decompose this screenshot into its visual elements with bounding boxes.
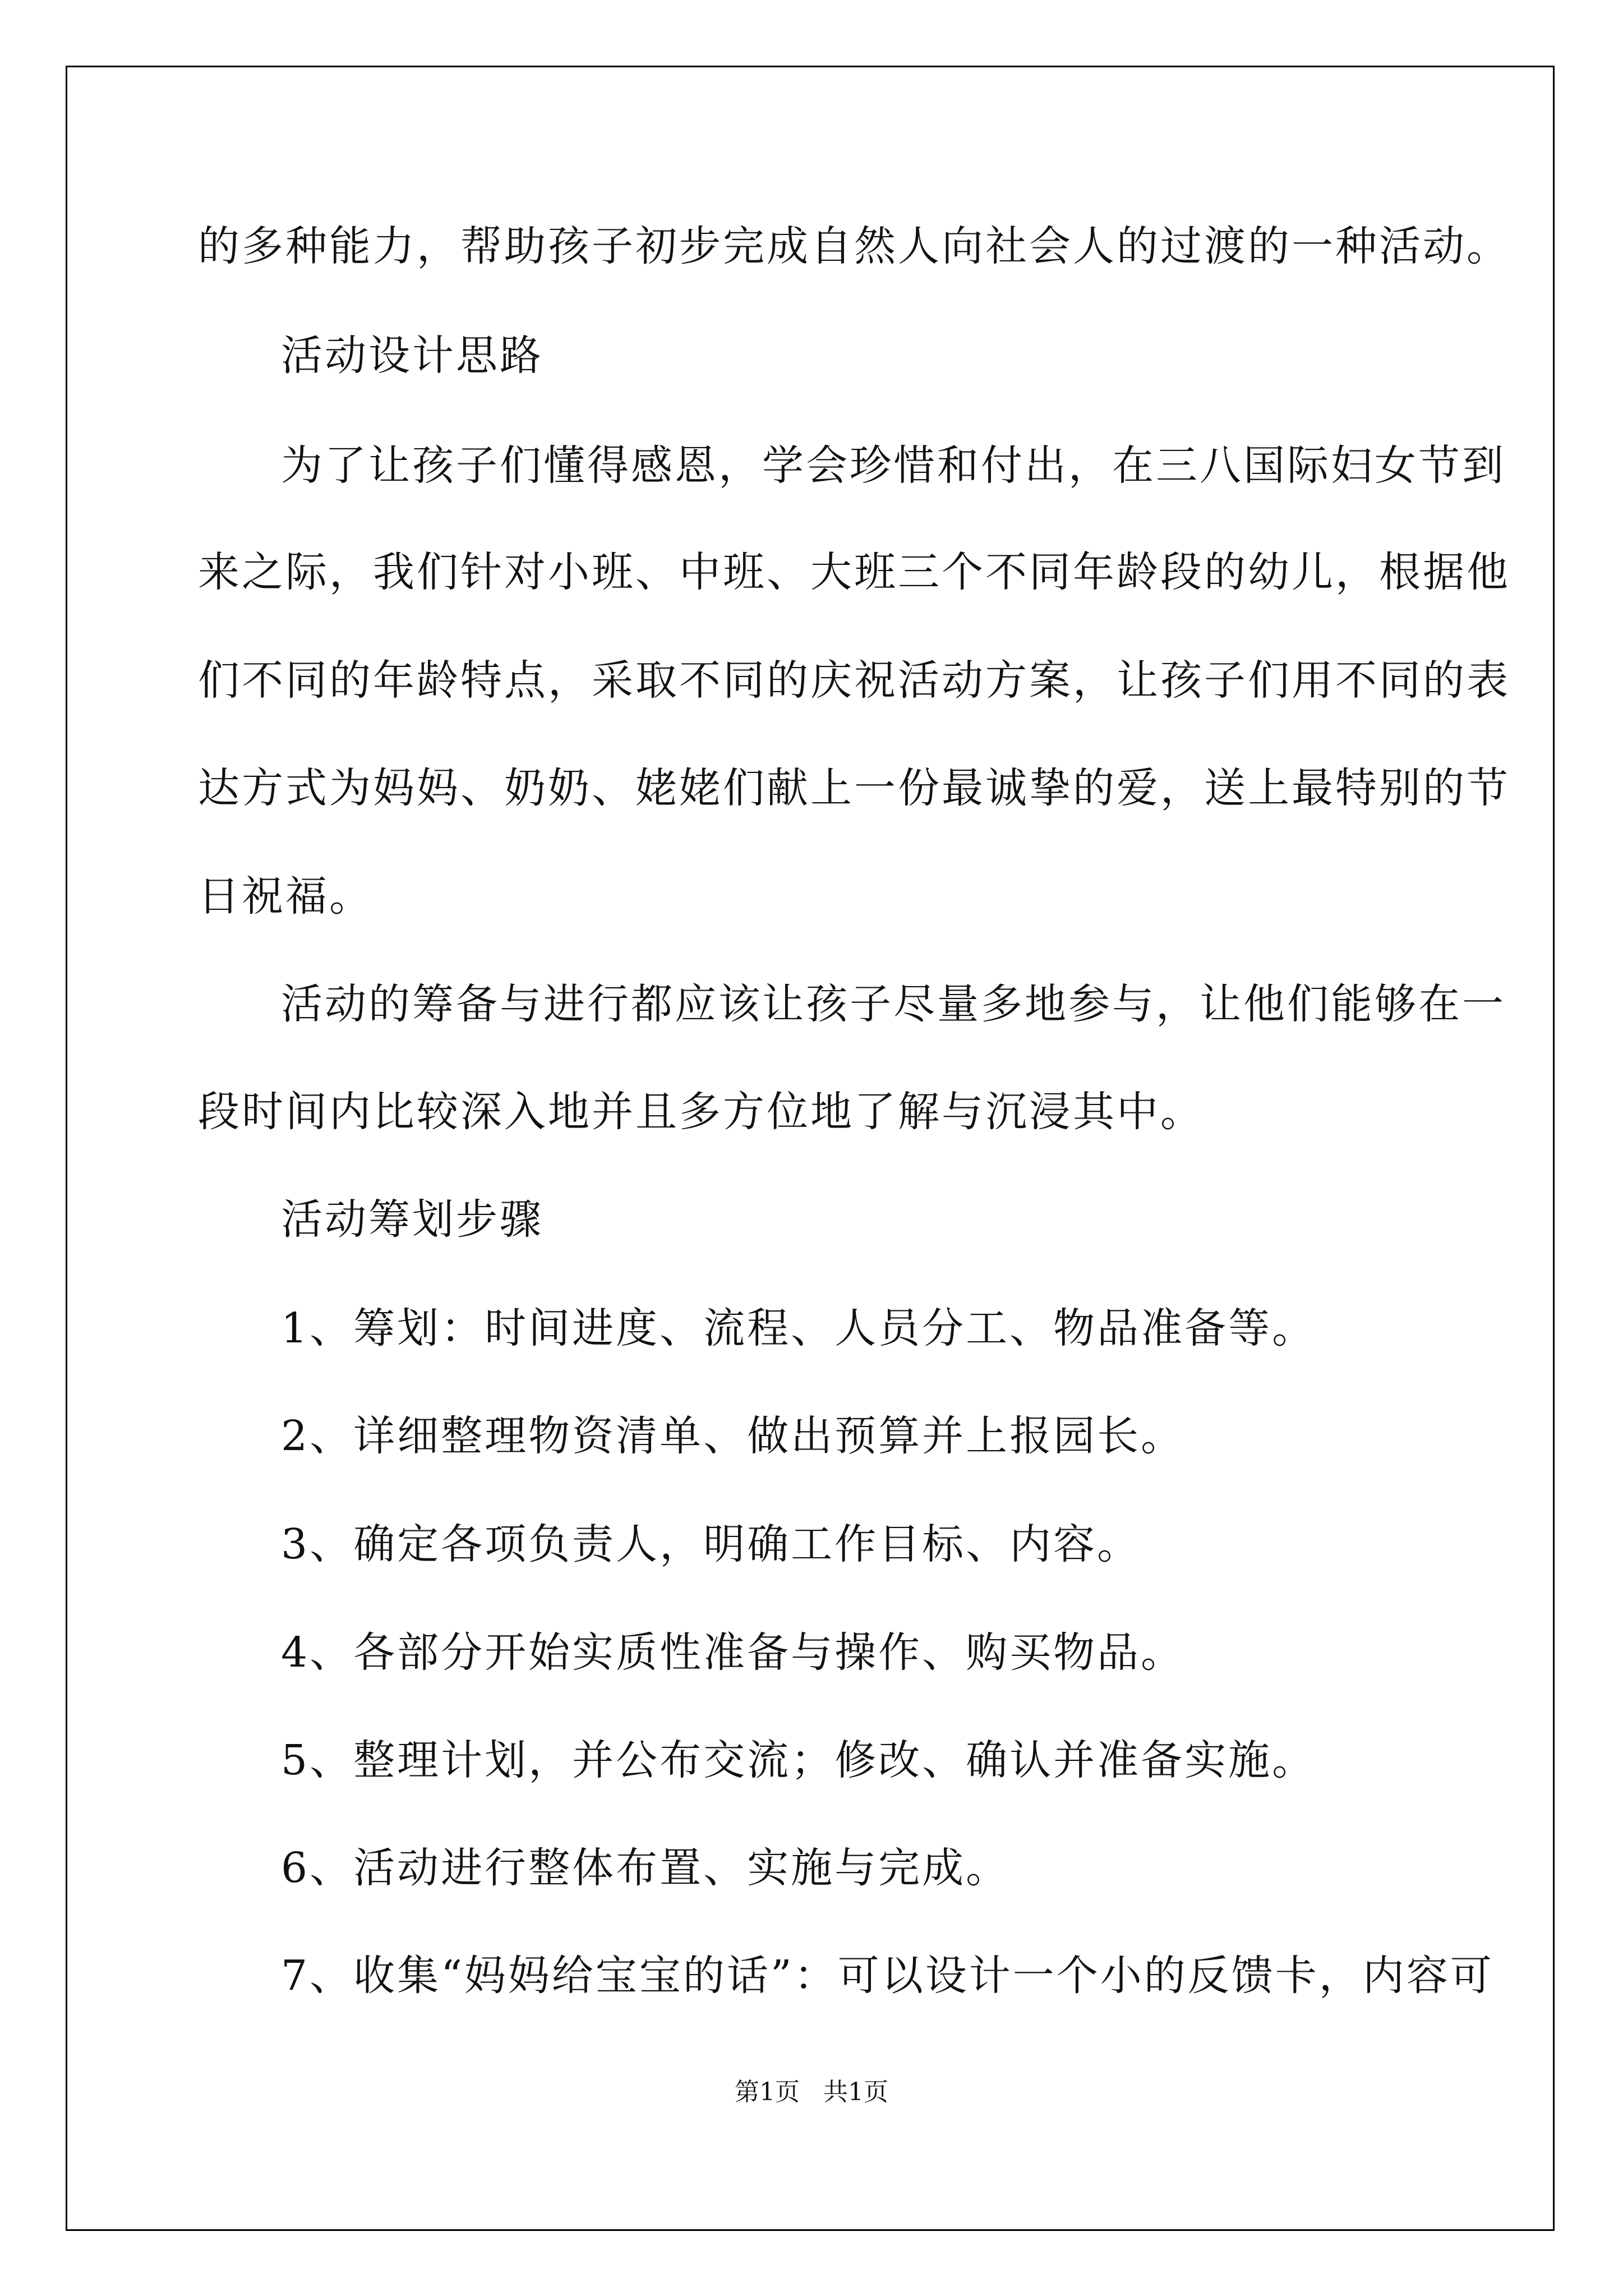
paragraph-line: 来之际，我们针对小班、中班、大班三个不同年龄段的幼儿，根据他 — [198, 548, 1510, 596]
list-item: 1、筹划：时间进度、流程、人员分工、物品准备等。 — [281, 1304, 1316, 1352]
paragraph-line: 为了让孩子们懂得感恩，学会珍惜和付出，在三八国际妇女节到 — [281, 441, 1506, 490]
list-item: 3、确定各项负责人，明确工作目标、内容。 — [281, 1520, 1141, 1568]
paragraph-line: 的多种能力，帮助孩子初步完成自然人向社会人的过渡的一种活动。 — [198, 222, 1510, 270]
paragraph-line: 活动的筹备与进行都应该让孩子尽量多地参与，让他们能够在一 — [281, 980, 1506, 1028]
page-border — [66, 66, 1555, 2231]
list-item: 4、各部分开始实质性准备与操作、购买物品。 — [281, 1628, 1185, 1677]
list-item: 5、整理计划，并公布交流；修改、确认并准备实施。 — [281, 1736, 1316, 1784]
list-item: 7、收集“妈妈给宝宝的话”：可以设计一个小的反馈卡，内容可 — [281, 1952, 1494, 2000]
paragraph-line: 日祝福。 — [198, 872, 373, 921]
paragraph-line: 段时间内比较深入地并且多方位地了解与沉浸其中。 — [198, 1088, 1204, 1136]
section-heading-steps: 活动筹划步骤 — [281, 1195, 543, 1244]
list-item: 2、详细整理物资清单、做出预算并上报园长。 — [281, 1412, 1185, 1460]
paragraph-line: 们不同的年龄特点，采取不同的庆祝活动方案，让孩子们用不同的表 — [198, 656, 1510, 705]
section-heading-design: 活动设计思路 — [281, 332, 543, 380]
paragraph-line: 达方式为妈妈、奶奶、姥姥们献上一份最诚挚的爱，送上最特别的节 — [198, 764, 1510, 812]
page-number-footer: 第1页 共1页 — [735, 2078, 888, 2106]
list-item: 6、活动进行整体布置、实施与完成。 — [281, 1844, 1010, 1892]
